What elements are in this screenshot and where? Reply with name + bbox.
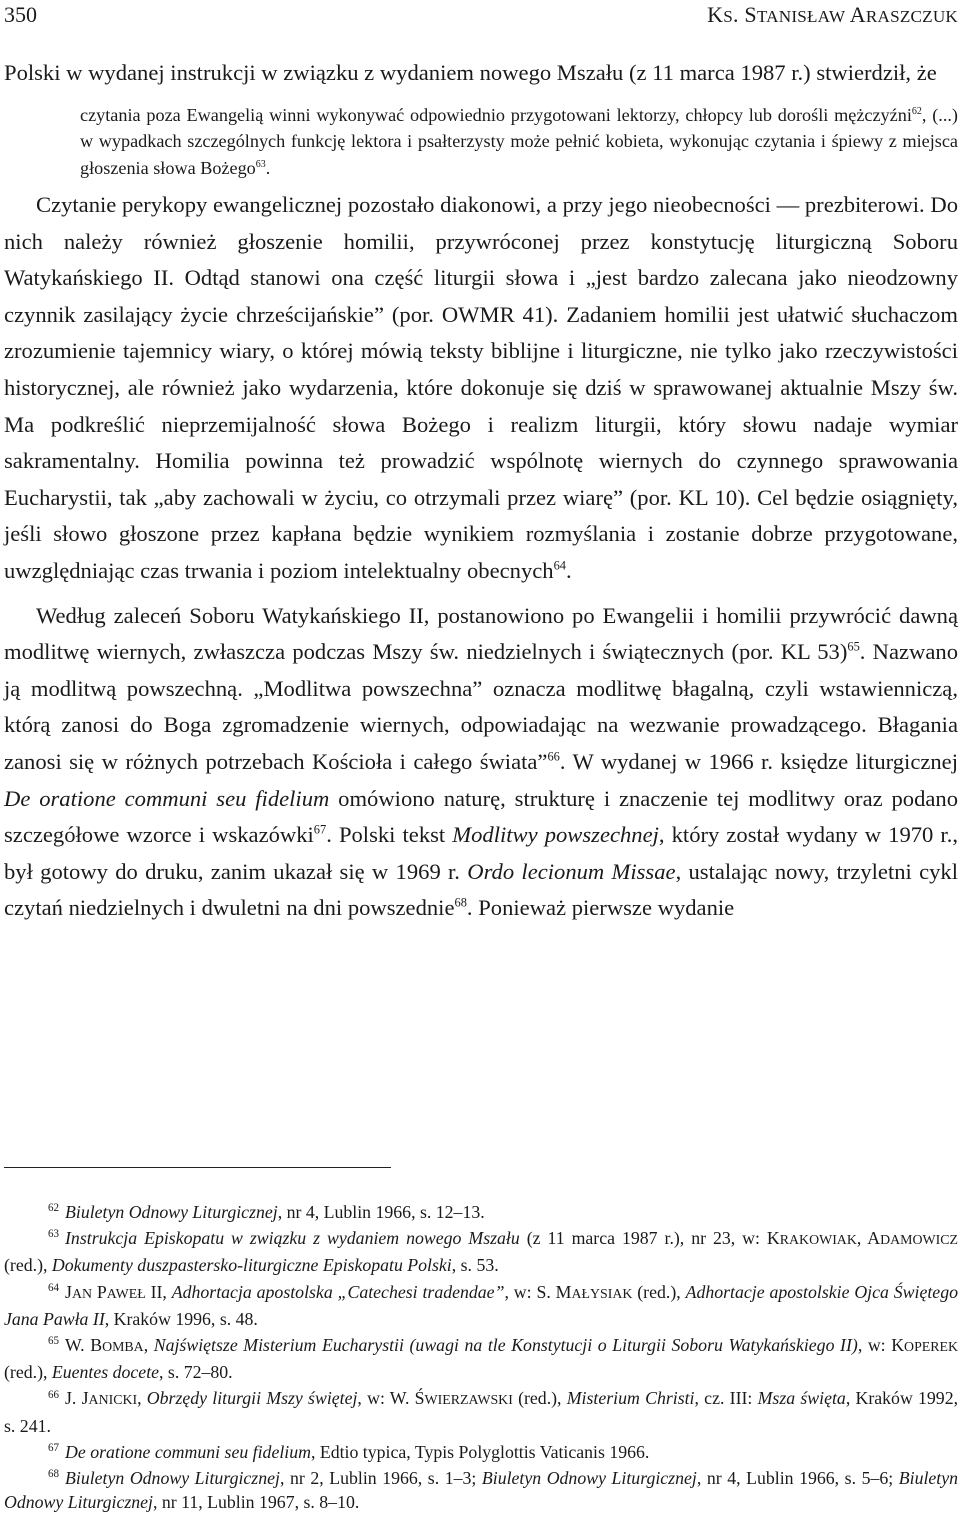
page-header (4, 2, 958, 34)
footnote-63: $^{63}$ Instrukcja Episkopatu w związku z wydaniem nowego Mszału (z 11 marca 1987 r.), nr 23, w: KRAKOWIAK, ADAMOWICZ (red.), Dokumenty duszpastersko-liturgiczne Episkopatu Polski, s. 53. (4, 1228, 958, 1276)
main-text (4, 55, 958, 927)
footnote-ref-66[interactable]: 66 (547, 749, 560, 764)
footnote-68: $^{68}$ Biuletyn Odnowy Liturgicznej, nr 2, Lublin 1966, s. 1–3; Biuletyn Odnowy Liturgicznej, nr 4, Lublin 1966, s. 5–6; Biuletyn Odnowy Liturgicznej, nr 11, Lublin 1967, s. 8–10. (4, 1468, 959, 1513)
footnote-ref-62[interactable]: 62 (911, 105, 922, 117)
footnote-divider (4, 1167, 391, 1168)
footnote-66: $^{66}$ J. JANICKI, Obrzędy liturgii Mszy świętej, w: W. ŚWIERZAWSKI (red.), Misterium Christi, cz. III: Msza święta, Kraków 1992, s. 241. (4, 1388, 959, 1436)
footnotes (4, 1200, 958, 1516)
page-number: 350 (4, 2, 37, 27)
footnote-64: $^{64}$ JAN PAWEŁ II, Adhortacja apostolska „Catechesi tradendae”, w: S. MAŁYSIAK (red.), Adhortacje apostolskie Ojca Świętego Jana Pawła II, Kraków 1996, s. 48. (4, 1281, 958, 1329)
footnote-67: $^{67}$ De oratione communi seu fidelium, Edtio typica, Typis Polyglottis Vaticanis 1966. (48, 1441, 650, 1462)
footnote-ref-64[interactable]: 64 (553, 558, 566, 573)
footnote-ref-68[interactable]: 68 (454, 895, 467, 910)
running-head-author: KS. STANISŁAW ARASZCZUK (707, 2, 958, 27)
footnote-65: $^{65}$ W. BOMBA, Najświętsze Misterium Eucharystii (uwagi na tle Konstytucji o Liturgii Soboru Watykańskiego II), w: KOPEREK (red.), Euentes docete, s. 72–80. (4, 1335, 959, 1383)
footnote-ref-67[interactable]: 67 (313, 822, 327, 837)
footnote-ref-65[interactable]: 65 (847, 639, 860, 654)
paragraph-3: Według zaleceń Soboru Watykańskiego II, postanowiono po Ewangelii i homilii przywrócić dawną modlitwę wiernych, zwłaszcza podczas Mszy św. niedzielnych i świątecznych (por. KL 53)$^{65}$. Nazwano ją modlitwą powszechną. „Modlitwa powszechna” oznacza modlitwę błagalną, czyli wstawienniczą, którą zanosi do Boga zgromadzenie wiernych, odpowiadając na wezwanie prowadzącego. Błagania zanosi się w różnych potrzebach Kościoła i całego świata”$^{66}$. W wydanej w 1966 r. księdze liturgicznej De oratione communi seu fidelium omówiono naturę, strukturę i znaczenie tej modlitwy oraz podano szczegółowe wzorce i wskazówki$^{67}$. Polski tekst Modlitwy powszechnej, który został wydany w 1970 r., był gotowy do druku, zanim ukazał się w 1969 r. Ordo lecionum Missae, ustalając nowy, trzyletni cykl czytań niedzielnych i dwuletni na dni powszednie$^{68}$. Ponieważ pierwsze wydanie (4, 602, 959, 921)
paragraph-1: Polski w wydanej instrukcji w związku z wydaniem nowego Mszału (z 11 marca 1987 r.) stwierdził, że (4, 60, 937, 85)
footnote-62: $^{62}$ Biuletyn Odnowy Liturgicznej, nr 4, Lublin 1966, s. 12–13. (48, 1202, 485, 1222)
footnote-ref-63[interactable]: 63 (255, 158, 266, 170)
block-quote: czytania poza Ewangelią winni wykonywać odpowiednio przygotowani lektorzy, chłopcy lub dorośli mężczyźni$^{62}$, (...) w wypadkach szczególnych funkcję lektora i psałterzysty może pełnić kobieta, wykonując czytania i śpiewy z miejsca głoszenia słowa Bożego$^{63}$. (80, 104, 958, 178)
paragraph-2: Czytanie perykopy ewangelicznej pozostało diakonowi, a przy jego nieobecności — prezbiterowi. Do nich należy również głoszenie homilii, przywróconej przez konstytucję liturgiczną Soboru Watykańskiego II. Odtąd stanowi ona część liturgii słowa i „jest bardzo zalecana jako nieodzowny czynnik zasilający życie chrześcijańskie” (por. OWMR 41). Zadaniem homilii jest ułatwić słuchaczom zrozumienie tajemnicy wiary, o której mówią teksty biblijne i liturgiczne, nie tylko jako rzeczywistości historycznej, ale również jako wydarzenia, które dokonuje się dziś w sprawowanej aktualnie Mszy św. Ma podkreślić nieprzemijalność słowa Bożego i realizm liturgii, który słowu nadaje wymiar sakramentalny. Homilia powinna też prowadzić wspólnotę wiernych do czynnego sprawowania Eucharystii, tak „aby zachowali w życiu, co otrzymali przez wiarę” (por. KL 10). Cel będzie osiągnięty, jeśli słowo głoszone przez kapłana będzie wynikiem rozmyślania i zostanie dobrze przygotowane, uwzględniając czas trwania i poziom intelektualny obecnych$^{64}$. (4, 192, 958, 584)
